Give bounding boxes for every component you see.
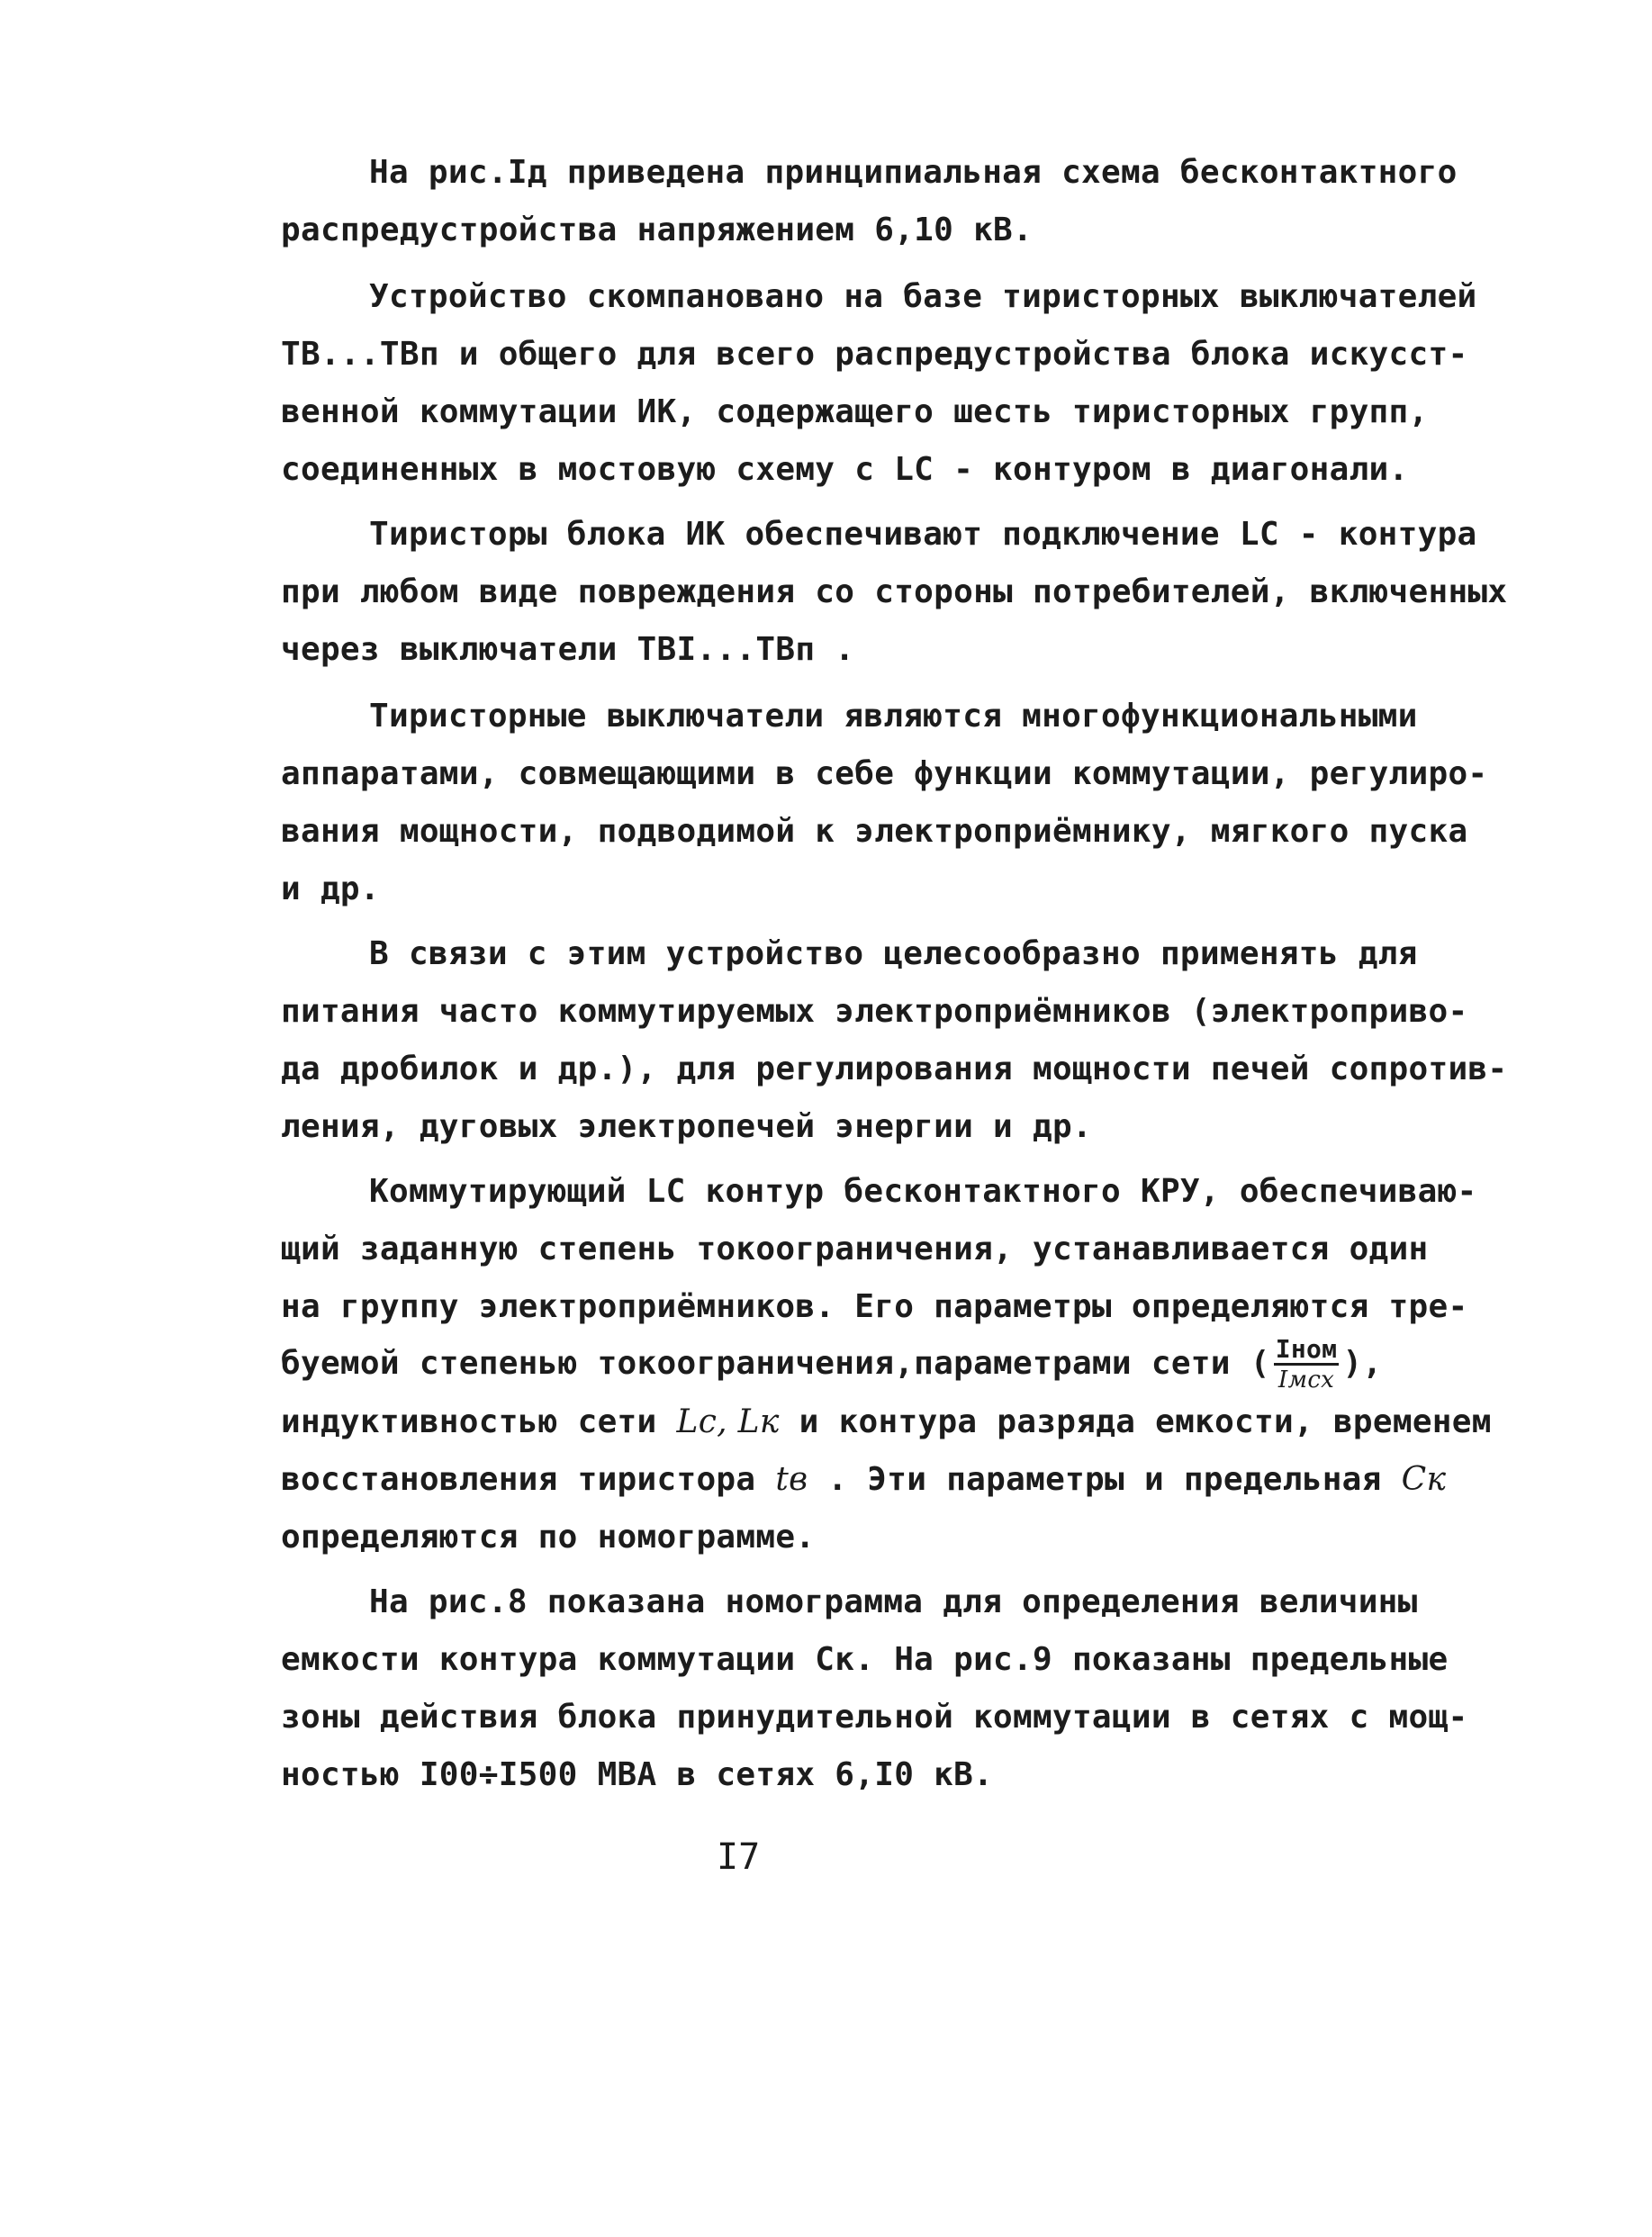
text-line: ления, дуговых электропечей энергии и др.	[281, 1108, 1092, 1145]
text-line: щий заданную степень токоограничения, устанавливается один	[281, 1231, 1429, 1267]
text-line: венной коммутации ИК, содержащего шесть тиристорных групп,	[281, 393, 1429, 430]
text-line: Коммутирующий LC контур бесконтактного КРУ, обеспечиваю-	[369, 1173, 1477, 1210]
text-line: емкости контура коммутации Ск. На рис.9 показаны предельные	[281, 1641, 1449, 1678]
text-line-with-fraction	[281, 1336, 1382, 1394]
text-line-with-symbols	[281, 1458, 1446, 1502]
text-segment: и контура разряда емкости, временем	[779, 1403, 1492, 1440]
text-line: Тиристорные выключатели являются многофункциональными	[369, 698, 1418, 735]
text-line: ТВ...ТВп и общего для всего распредустройства блока искусст-	[281, 336, 1468, 373]
text-line: и др.	[281, 870, 380, 907]
text-line: ностью I00÷I500 МВА в сетях 6,I0 кВ.	[281, 1756, 994, 1793]
text-line-with-symbols	[281, 1401, 1492, 1444]
text-line: да дробилок и др.), для регулирования мощности печей сопротив-	[281, 1051, 1508, 1087]
fraction	[1274, 1336, 1340, 1394]
text-line: зоны действия блока принудительной коммутации в сетях с мощ-	[281, 1699, 1468, 1736]
text-line: аппаратами, совмещающими в себе функции коммутации, регулиро-	[281, 755, 1488, 792]
text-segment: . Эти параметры и предельная	[808, 1461, 1402, 1498]
page-number: I7	[717, 1836, 761, 1878]
capacitance-symbol: Cк	[1401, 1461, 1447, 1498]
text-line: определяются по номограмме.	[281, 1519, 816, 1556]
text-line: питания часто коммутируемых электроприёмников (электроприво-	[281, 993, 1468, 1030]
text-line: через выключатели ТВI...ТВп .	[281, 631, 855, 668]
text-segment: ),	[1342, 1345, 1383, 1382]
text-segment: буемой степенью токоограничения,параметрами сети (	[281, 1345, 1270, 1382]
text-line: В связи с этим устройство целесообразно применять для	[369, 935, 1418, 972]
text-line: На рис.8 показана номограмма для определения величины	[369, 1583, 1418, 1620]
fraction-numerator: Iном	[1275, 1334, 1338, 1364]
text-line: На рис.Iд приведена принципиальная схема бесконтактного	[369, 154, 1458, 191]
text-line: на группу электроприёмников. Его параметры определяются тре-	[281, 1288, 1468, 1325]
fraction-denominator	[1274, 1366, 1340, 1394]
text-line: при любом виде повреждения со стороны потребителей, включенных	[281, 573, 1508, 610]
fraction-denominator-text: Iмсх	[1277, 1367, 1335, 1394]
text-line: соединенных в мостовую схему с LC - контуром в диагонали.	[281, 451, 1409, 488]
inductance-symbols: Lc, Lк	[676, 1403, 780, 1440]
text-line: Тиристоры блока ИК обеспечивают подключение LC - контура	[369, 516, 1477, 553]
text-line: вания мощности, подводимой к электроприёмнику, мягкого пуска	[281, 813, 1468, 850]
text-line: распредустройства напряжением 6,10 кВ.	[281, 212, 1034, 248]
text-line: Устройство скомпановано на базе тиристорных выключателей	[369, 278, 1477, 315]
text-segment: восстановления тиристора	[281, 1461, 776, 1498]
recovery-time-symbol: tв	[775, 1461, 808, 1498]
text-segment: индуктивностью сети	[281, 1403, 677, 1440]
